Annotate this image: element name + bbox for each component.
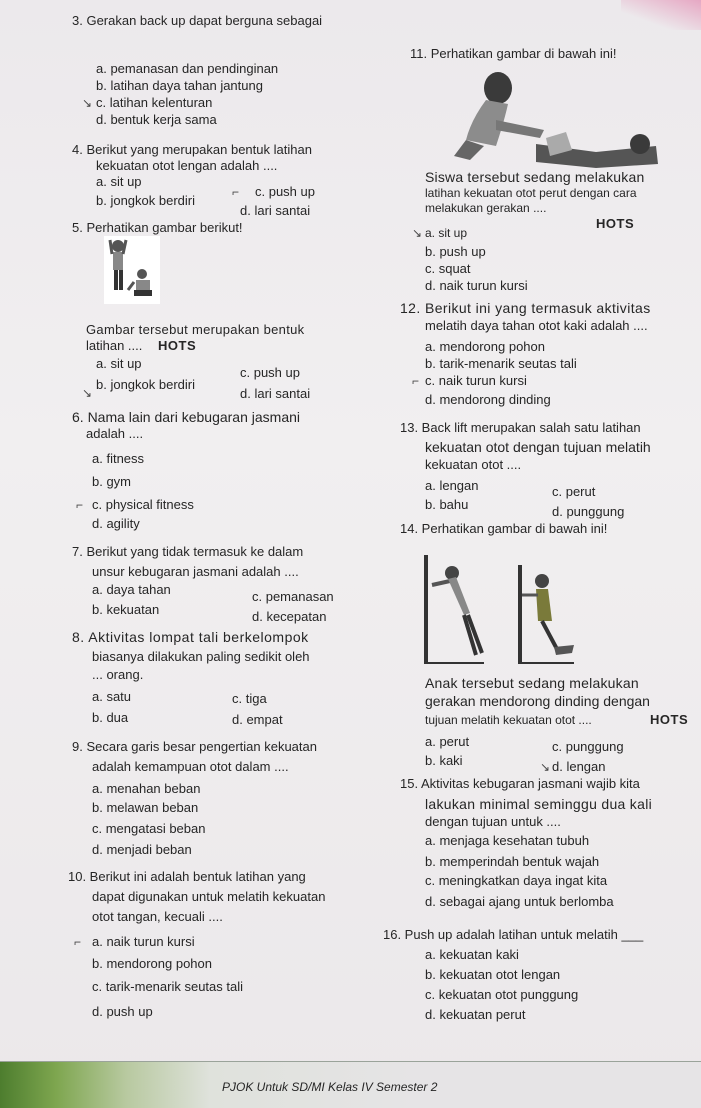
option-c[interactable]: c. latihan kelenturan <box>96 95 213 110</box>
option-a[interactable]: a. pemanasan dan pendinginan <box>96 61 279 76</box>
option-b[interactable]: b. push up <box>425 244 486 259</box>
answer-tick-icon: ⌐ <box>412 374 420 388</box>
option-c[interactable]: c. punggung <box>552 739 624 754</box>
question-stem-line: kekuatan otot lengan adalah .... <box>96 158 278 173</box>
question-stem: 3. Gerakan back up dapat berguna sebagai <box>72 13 323 28</box>
question-stem: 15. Aktivitas kebugaran jasmani wajib kita <box>400 776 640 791</box>
option-d[interactable]: d. sebagai ajang untuk berlomba <box>425 894 614 909</box>
option-d[interactable]: d. mendorong dinding <box>425 392 551 407</box>
option-d[interactable]: d. kecepatan <box>252 609 327 624</box>
answer-tick-icon: ↘ <box>540 760 551 774</box>
option-c[interactable]: c. pemanasan <box>252 589 334 604</box>
option-c[interactable]: c. naik turun kursi <box>425 373 527 388</box>
option-c[interactable]: c. mengatasi beban <box>92 821 206 836</box>
question-stem-line: dapat digunakan untuk melatih kekuatan <box>92 889 326 904</box>
question-stem-line: kekuatan otot dengan tujuan melatih <box>425 439 651 455</box>
option-c[interactable]: c. push up <box>255 184 315 199</box>
answer-tick-icon: ⌐ <box>74 935 82 949</box>
option-d[interactable]: d. kekuatan perut <box>425 1007 526 1022</box>
option-d[interactable]: d. bentuk kerja sama <box>96 112 217 127</box>
option-c[interactable]: c. squat <box>425 261 471 276</box>
answer-tick-icon: ⌐ <box>76 498 84 512</box>
question-stem: 6. Nama lain dari kebugaran jasmani <box>72 409 301 425</box>
option-c[interactable]: c. tarik-menarik seutas tali <box>92 979 243 994</box>
option-b[interactable]: b. kekuatan otot lengan <box>425 967 561 982</box>
wall-push-figures-illustration <box>424 555 584 665</box>
page-footer <box>0 1062 701 1108</box>
question-stem: 10. Berikut ini adalah bentuk latihan yang <box>68 869 306 884</box>
question-stem: 12. Berikut ini yang termasuk aktivitas <box>400 300 651 316</box>
option-a[interactable]: a. lengan <box>425 478 479 493</box>
question-stem: 7. Berikut yang tidak termasuk ke dalam <box>72 544 304 559</box>
option-b[interactable]: b. dua <box>92 710 129 725</box>
option-b[interactable]: b. kaki <box>425 753 463 768</box>
question-stem-line: adalah kemampuan otot dalam .... <box>92 759 289 774</box>
option-d[interactable]: d. lari santai <box>240 386 311 401</box>
question-text-line: tujuan melatih kekuatan otot .... <box>425 713 592 727</box>
question-stem: 13. Back lift merupakan salah satu latihan <box>400 420 641 435</box>
question-stem: 14. Perhatikan gambar di bawah ini! <box>400 521 608 536</box>
option-a[interactable]: a. menahan beban <box>92 781 201 796</box>
option-a[interactable]: a. kekuatan kaki <box>425 947 519 962</box>
question-stem: 11. Perhatikan gambar di bawah ini! <box>410 46 617 61</box>
hots-badge: HOTS <box>596 216 635 231</box>
option-b[interactable]: b. tarik-menarik seutas tali <box>425 356 577 371</box>
squat-figure-illustration <box>104 236 160 304</box>
option-b[interactable]: b. bahu <box>425 497 469 512</box>
question-text: Siswa tersebut sedang melakukan <box>425 169 645 185</box>
question-stem-line: lakukan minimal seminggu dua kali <box>425 796 653 812</box>
option-d[interactable]: d. punggung <box>552 504 625 519</box>
question-stem-line: ... orang. <box>92 667 144 682</box>
option-c[interactable]: c. meningkatkan daya ingat kita <box>425 873 608 888</box>
option-a[interactable]: a. fitness <box>92 451 145 466</box>
option-d[interactable]: d. menjadi beban <box>92 842 192 857</box>
option-b[interactable]: b. memperindah bentuk wajah <box>425 854 600 869</box>
question-text-line: melakukan gerakan .... <box>425 201 547 215</box>
option-c[interactable]: c. tiga <box>232 691 267 706</box>
question-text-line: gerakan mendorong dinding dengan <box>425 693 650 709</box>
option-a[interactable]: a. menjaga kesehatan tubuh <box>425 833 590 848</box>
answer-tick-icon: ↘ <box>82 96 93 110</box>
question-text-line: latihan .... <box>86 338 143 353</box>
question-stem-line: otot tangan, kecuali .... <box>92 909 223 924</box>
question-stem-line: unsur kebugaran jasmani adalah .... <box>92 564 299 579</box>
option-a[interactable]: a. perut <box>425 734 470 749</box>
option-d[interactable]: d. lari santai <box>240 203 311 218</box>
option-c[interactable]: c. perut <box>552 484 596 499</box>
page-corner-tint <box>621 0 701 30</box>
question-text: Anak tersebut sedang melakukan <box>425 675 639 691</box>
footer-title: PJOK Untuk SD/MI Kelas IV Semester 2 <box>222 1080 438 1094</box>
option-a[interactable]: a. sit up <box>96 356 142 371</box>
hots-badge: HOTS <box>158 338 197 353</box>
question-stem: 8. Aktivitas lompat tali berkelompok <box>72 629 309 645</box>
answer-tick-icon: ⌐ <box>232 185 240 199</box>
option-a[interactable]: a. sit up <box>96 174 142 189</box>
option-c[interactable]: c. push up <box>240 365 300 380</box>
option-b[interactable]: b. latihan daya tahan jantung <box>96 78 263 93</box>
option-b[interactable]: b. melawan beban <box>92 800 199 815</box>
option-b[interactable]: b. gym <box>92 474 132 489</box>
option-a[interactable]: a. daya tahan <box>92 582 171 597</box>
option-b[interactable]: b. mendorong pohon <box>92 956 212 971</box>
question-stem: 4. Berikut yang merupakan bentuk latihan <box>72 142 312 157</box>
option-b[interactable]: b. jongkok berdiri <box>96 193 195 208</box>
sit-up-figures-illustration <box>426 60 666 170</box>
question-stem-line: biasanya dilakukan paling sedikit oleh <box>92 649 310 664</box>
option-d[interactable]: d. agility <box>92 516 140 531</box>
option-d[interactable]: d. lengan <box>552 759 606 774</box>
option-b[interactable]: b. kekuatan <box>92 602 160 617</box>
question-stem-line: adalah .... <box>86 426 144 441</box>
option-a[interactable]: a. satu <box>92 689 132 704</box>
option-c[interactable]: c. kekuatan otot punggung <box>425 987 579 1002</box>
answer-tick-icon: ↘ <box>412 226 423 240</box>
option-c[interactable]: c. physical fitness <box>92 497 194 512</box>
question-text-line: latihan kekuatan otot perut dengan cara <box>425 186 637 200</box>
question-text: Gambar tersebut merupakan bentuk <box>86 322 305 337</box>
question-stem: 5. Perhatikan gambar berikut! <box>72 220 243 235</box>
option-d[interactable]: d. empat <box>232 712 283 727</box>
question-stem-line: kekuatan otot .... <box>425 457 522 472</box>
question-stem: 9. Secara garis besar pengertian kekuatan <box>72 739 317 754</box>
question-stem: 16. Push up adalah latihan untuk melatih ___ <box>383 927 644 942</box>
option-d[interactable]: d. naik turun kursi <box>425 278 528 293</box>
hots-badge: HOTS <box>650 712 689 727</box>
question-stem-line: dengan tujuan untuk .... <box>425 814 561 829</box>
option-b[interactable]: b. jongkok berdiri <box>96 377 195 392</box>
answer-tick-icon: ↘ <box>82 386 93 400</box>
option-a[interactable]: a. mendorong pohon <box>425 339 545 354</box>
option-d[interactable]: d. push up <box>92 1004 153 1019</box>
question-stem-line: melatih daya tahan otot kaki adalah .... <box>425 318 648 333</box>
option-a[interactable]: a. naik turun kursi <box>92 934 195 949</box>
option-a[interactable]: a. sit up <box>425 226 468 240</box>
